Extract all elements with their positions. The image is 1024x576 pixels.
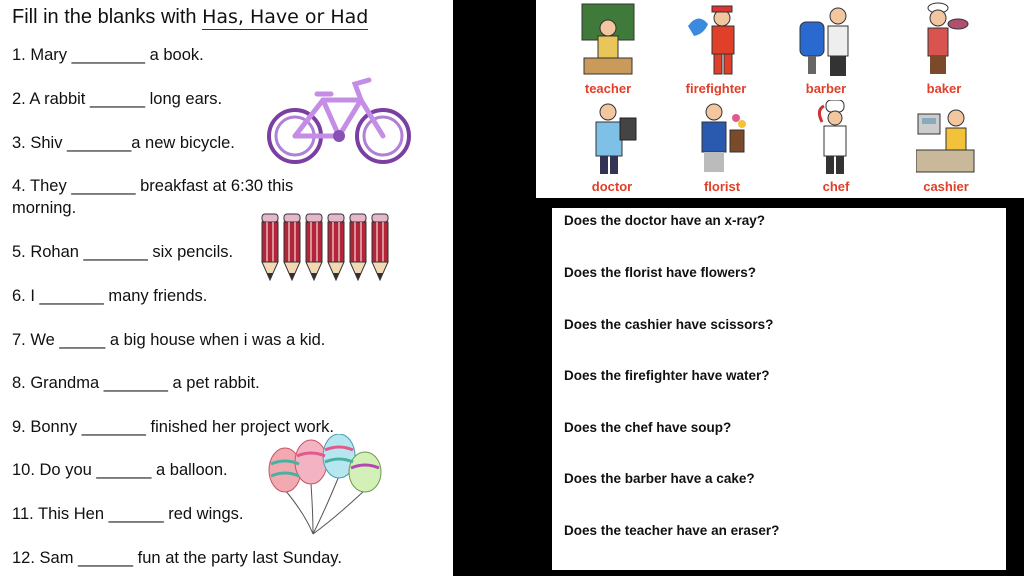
- job-label: florist: [703, 179, 741, 194]
- job-teacher: [568, 2, 648, 96]
- job-chef: [796, 100, 876, 194]
- question-7: 7. We _____ a big house when i was a kid.: [12, 331, 326, 349]
- job-firefighter: [676, 2, 756, 96]
- worksheet-panel: [0, 0, 453, 576]
- chef-icon: [806, 100, 866, 176]
- job-label: baker: [926, 81, 962, 96]
- review-question-1: Does the doctor have an x-ray?: [564, 213, 766, 228]
- teacher-icon: [578, 2, 638, 78]
- job-barber: [786, 2, 866, 96]
- review-question-2: Does the florist have flowers?: [564, 265, 757, 280]
- question-8: 8. Grandma _______ a pet rabbit.: [12, 374, 260, 392]
- cashier-icon: [916, 100, 976, 176]
- occupations-panel: [536, 0, 1024, 198]
- question-2: 2. A rabbit ______ long ears.: [12, 90, 223, 108]
- question-6: 6. I _______ many friends.: [12, 287, 208, 305]
- review-question-4: Does the firefighter have water?: [564, 368, 770, 383]
- job-label: doctor: [591, 179, 633, 194]
- question-11: 11. This Hen ______ red wings.: [12, 505, 244, 523]
- question-1: 1. Mary ________ a book.: [12, 46, 204, 64]
- title-options: Has, Have or Had: [202, 6, 369, 28]
- doctor-icon: [582, 100, 642, 176]
- title-lead: Fill in the blanks with: [12, 6, 197, 28]
- balloons-illustration: [265, 434, 391, 538]
- job-cashier: [906, 100, 986, 194]
- question-3: 3. Shiv _______a new bicycle.: [12, 134, 235, 152]
- review-question-3: Does the cashier have scissors?: [564, 317, 774, 332]
- worksheet-title: [12, 6, 368, 29]
- job-label: barber: [805, 81, 847, 96]
- job-baker: [904, 2, 984, 96]
- pencils-illustration: [260, 212, 392, 284]
- job-label: cashier: [923, 179, 969, 194]
- review-question-7: Does the teacher have an eraser?: [564, 523, 780, 538]
- baker-icon: [914, 2, 974, 78]
- bicycle-illustration: [265, 74, 413, 170]
- question-10: 10. Do you ______ a balloon.: [12, 461, 228, 479]
- florist-icon: [692, 100, 752, 176]
- barber-icon: [796, 2, 856, 78]
- job-label: chef: [822, 179, 850, 194]
- job-label: firefighter: [685, 81, 747, 96]
- question-4: 4. They _______ breakfast at 6:30 this morning.: [12, 177, 294, 217]
- firefighter-icon: [686, 2, 746, 78]
- review-questions-panel: [552, 208, 1006, 570]
- question-12: 12. Sam ______ fun at the party last Sunday.: [12, 549, 342, 567]
- job-label: teacher: [584, 81, 632, 96]
- review-question-5: Does the chef have soup?: [564, 420, 732, 435]
- question-9: 9. Bonny _______ finished her project work.: [12, 418, 334, 436]
- job-doctor: [572, 100, 652, 194]
- review-question-6: Does the barber have a cake?: [564, 471, 755, 486]
- job-florist: [682, 100, 762, 194]
- question-5: 5. Rohan _______ six pencils.: [12, 243, 234, 261]
